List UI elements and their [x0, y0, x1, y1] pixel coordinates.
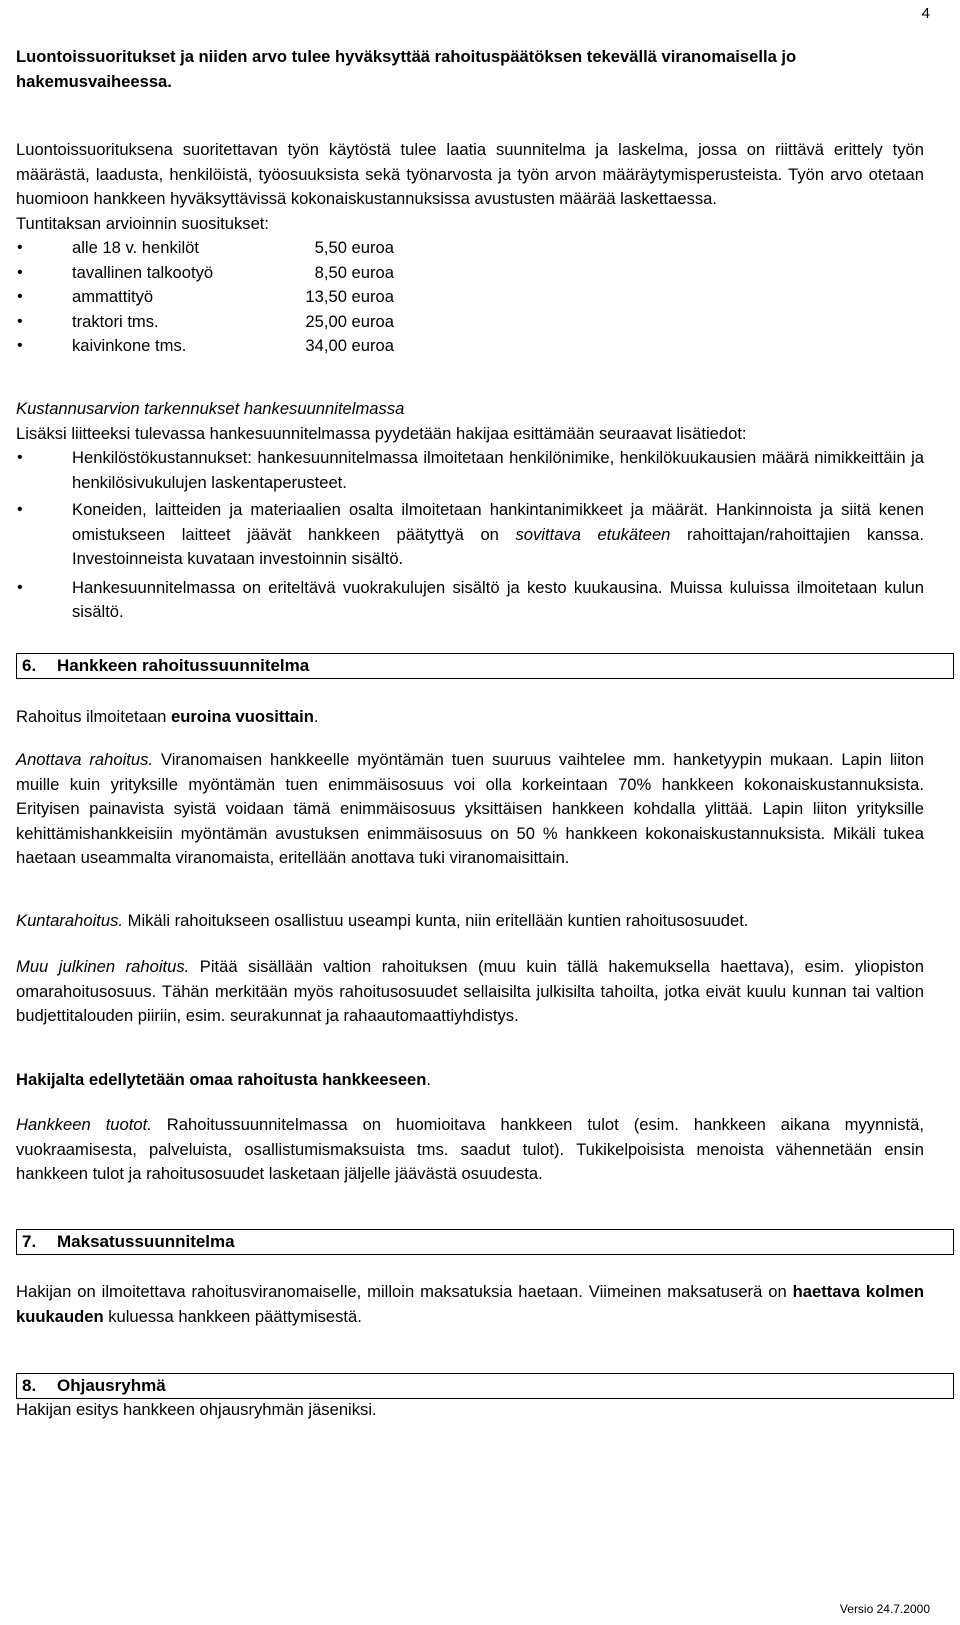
kunta-paragraph: Kuntarahoitus. Mikäli rahoitukseen osallistuu useampi kunta, niin eritellään kuntien rahoitusosuudet. — [16, 911, 749, 930]
section-8-heading — [16, 1373, 954, 1399]
rate-item: • ammattityö 13,50 euroa — [16, 285, 924, 310]
page-number: 4 — [921, 5, 930, 22]
rate-item: • kaivinkone tms. 34,00 euroa — [16, 334, 924, 359]
tuotot-paragraph: Hankkeen tuotot. Rahoitussuunnitelmassa on huomioitava hankkeen tulot (esim. hankkeen aikana myynnistä, vuokraamisesta, palveluista, osallistumismaksuista tms. saadut tulot). Tukikelpoisista menoista vähennetään ensin hankkeen tulot ja rahoitusosuudet lasketaan jäljelle jäävästä osuudesta. — [16, 1115, 924, 1183]
section-title: Maksatussuunnitelma — [57, 1232, 235, 1251]
cost-estimate-title: Kustannusarvion tarkennukset hankesuunnitelmassa — [16, 399, 405, 418]
cost-estimate-list — [16, 446, 924, 625]
work-value-section — [16, 138, 924, 359]
funding-line: Rahoitus ilmoitetaan euroina vuosittain. — [16, 707, 319, 726]
rates-title: Tuntitaksan arvioinnin suositukset: — [16, 213, 270, 233]
own-funding-line: Hakijalta edellytetään omaa rahoitusta hankkeeseen. — [16, 1070, 432, 1089]
version-footer: Versio 24.7.2000 — [839, 1601, 930, 1616]
list-item: • Hankesuunnitelmassa on eriteltävä vuokrakulujen sisältö ja kesto kuukausina. Muissa kuluissa ilmoitetaan kulun sisältö. — [16, 576, 924, 625]
section-number: 8. — [22, 1376, 37, 1395]
payment-paragraph: Hakijan on ilmoitettava rahoitusviranomaiselle, milloin maksatuksia haetaan. Viimeinen maksatuserä on haettava kolmen kuukauden kuluessa hankkeen päättymisestä. — [16, 1282, 924, 1326]
rate-item: • alle 18 v. henkilöt 5,50 euroa — [16, 236, 924, 261]
rate-item: • traktori tms. 25,00 euroa — [16, 310, 924, 335]
rate-item: • tavallinen talkootyö 8,50 euroa — [16, 261, 924, 286]
section-6-heading — [16, 653, 954, 679]
work-value-paragraph: Luontoissuorituksena suoritettavan työn käytöstä tulee laatia suunnitelma ja laskelma, jossa on riittävä erittely työn määrästä, laadusta, henkilöistä, työosuuksista sekä työnarvosta ja työn arvon määräytymisperusteista. Työn arvo otetaan huomioon hankkeen hyväksyttävissä kokonaiskustannuksissa avustusten määrää laskettaessa. — [16, 140, 924, 208]
cost-estimate-intro: Lisäksi liitteeksi tulevassa hankesuunnitelmassa pyydetään hakijaa esittämään seuraavat lisätiedot: — [16, 423, 747, 443]
anottava-paragraph: Anottava rahoitus. Viranomaisen hankkeelle myöntämän tuen suuruus vaihtelee mm. hanketyypin mukaan. Lapin liiton muille kuin yrityksille myöntämän tuen enimmäisosuus voi olla korkeintaan 70% hankkeen kokonaiskustannuksista. Erityisen painavista syistä voidaan tämä enimmäisosuus yksittäisen hankkeen kohdalla ylittää. Lapin liiton yrityksille kehittämishankkeisiin myöntämän avustuksen enimmäisosuus on 50 % hankkeen kokonaiskustannuksista. Mikäli tukea haetaan useammalta viranomaista, eritellään anottava tuki viranomaisittain. — [16, 750, 924, 867]
section-number: 6. — [22, 656, 37, 675]
list-item: • Koneiden, laitteiden ja materiaalien osalta ilmoitetaan hankintanimikkeet ja määrät. Hankinnoista ja siitä kenen omistukseen laitteet jäävät hankkeen päätyttyä on sovittava etukäteen rahoittajan/rahoittajien kanssa. Investoinneista kuvataan investoinnin sisältö. — [16, 498, 924, 572]
steering-group-line: Hakijan esitys hankkeen ohjausryhmän jäseniksi. — [16, 1400, 377, 1419]
muu-julkinen-paragraph: Muu julkinen rahoitus. Pitää sisällään valtion rahoituksen (muu kuin tällä hakemuksella haettava), esim. yliopiston omarahoitusosuus. Tähän merkitään myös rahoitusosuudet sellaisilta julkisilta tahoilta, jotka eivät kuulu kunnan tai valtion budjettitalouden piiriin, esim. seurakunnat ja rahaautomaattiyhdistys. — [16, 957, 925, 1025]
cost-estimate-section — [16, 397, 924, 625]
section-title: Hankkeen rahoitussuunnitelma — [57, 656, 310, 675]
intro-bold-paragraph: Luontoissuoritukset ja niiden arvo tulee hyväksyttää rahoituspäätöksen tekevällä viranomaisella jo hakemusvaiheessa. — [16, 47, 797, 91]
section-title: Ohjausryhmä — [57, 1376, 166, 1395]
section-number: 7. — [22, 1232, 37, 1251]
rates-list — [16, 236, 924, 359]
section-7-heading — [16, 1229, 954, 1255]
list-item: • Henkilöstökustannukset: hankesuunnitelmassa ilmoitetaan henkilönimike, henkilökuukausien määrä nimikkeittäin ja henkilösivukulujen laskentaperusteet. — [16, 446, 924, 495]
